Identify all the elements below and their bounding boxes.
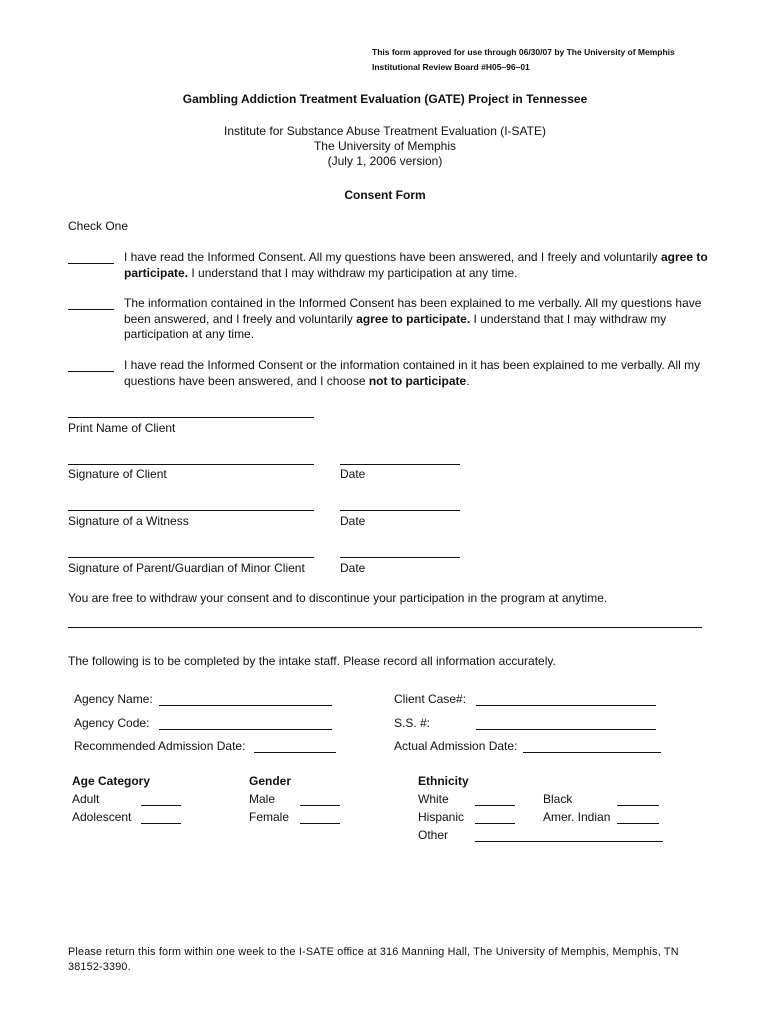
irb-approval-notice [372,45,732,75]
client-date-label: Date [340,467,366,481]
age-adolescent-label: Adolescent [72,810,132,824]
gender-heading: Gender [249,774,292,788]
ethnicity-heading: Ethnicity [418,774,469,788]
ethnicity-white-field[interactable] [475,805,515,806]
document-title: Gambling Addiction Treatment Evaluation (GATE) Project in Tennessee [182,92,588,106]
return-instructions: Please return this form within one week to the I-SATE office at 316 Manning Hall, The University of Memphis, Memphis, TN 38152-3390. [68,946,679,973]
ethnicity-amer-indian-field[interactable] [617,823,659,824]
option-3-text: I have read the Informed Consent or the information contained in it has been explained to me verbally. All my questions have been answered, and I choose not to participate. [124,358,701,388]
ss-label: S.S. #: [394,716,431,730]
gender-female-field[interactable] [300,823,340,824]
withdraw-note: You are free to withdraw your consent and to discontinue your participation in the program at anytime. [68,591,608,605]
approval-line-2: Institutional Review Board #H05–96–01 [372,62,530,72]
print-name-line[interactable] [68,417,314,418]
option-1-text: I have read the Informed Consent. All my questions have been answered, and I freely and voluntarily agree to participate. I understand that I may withdraw my participation at any time. [124,250,708,280]
guardian-date-label: Date [340,561,366,575]
ethnicity-hispanic-field[interactable] [475,823,515,824]
check-one-label: Check One [68,219,129,233]
ss-field[interactable] [476,729,656,730]
option-1-checkbox-line[interactable] [68,263,114,264]
ethnicity-black-field[interactable] [617,805,659,806]
ethnicity-amer-indian-label: Amer. Indian [543,810,611,824]
gender-male-label: Male [249,792,276,806]
form-version: (July 1, 2006 version) [327,154,443,168]
agency-code-field[interactable] [159,729,332,730]
age-adolescent-field[interactable] [141,823,181,824]
recommended-date-label: Recommended Admission Date: [74,739,246,753]
client-signature-line[interactable] [68,464,314,465]
witness-date-line[interactable] [340,510,460,511]
witness-signature-label: Signature of a Witness [68,514,189,528]
agency-name-label: Agency Name: [74,692,153,706]
ethnicity-hispanic-label: Hispanic [418,810,465,824]
agency-name-field[interactable] [159,705,332,706]
section-divider [68,627,702,628]
university-name: The University of Memphis [313,139,457,153]
witness-date-label: Date [340,514,366,528]
age-category-heading: Age Category [72,774,151,788]
actual-date-label: Actual Admission Date: [394,739,518,753]
gender-male-field[interactable] [300,805,340,806]
intake-staff-note: The following is to be completed by the intake staff. Please record all information accurately. [68,654,556,668]
ethnicity-other-label: Other [418,828,449,842]
recommended-date-field[interactable] [254,752,336,753]
guardian-signature-label: Signature of Parent/Guardian of Minor Client [68,561,305,575]
client-case-field[interactable] [476,705,656,706]
print-name-label: Print Name of Client [68,421,176,435]
ethnicity-other-field[interactable] [475,841,663,842]
witness-signature-line[interactable] [68,510,314,511]
client-signature-label: Signature of Client [68,467,167,481]
client-date-line[interactable] [340,464,460,465]
institute-name: Institute for Substance Abuse Treatment Evaluation (I-SATE) [224,124,546,138]
actual-date-field[interactable] [523,752,661,753]
agency-code-label: Agency Code: [74,716,150,730]
option-3-checkbox-line[interactable] [68,371,114,372]
guardian-signature-line[interactable] [68,557,314,558]
option-2-checkbox-line[interactable] [68,309,114,310]
ethnicity-black-label: Black [543,792,573,806]
guardian-date-line[interactable] [340,557,460,558]
option-2-text: The information contained in the Informed Consent has been explained to me verbally. All my questions have been answered, and I freely and voluntarily agree to participate. I understand that I may withdraw my participation at any time. [124,296,702,341]
age-adult-field[interactable] [141,805,181,806]
approval-line-1: This form approved for use through 06/30/07 by The University of Memphis [372,47,675,57]
consent-form-heading: Consent Form [344,188,426,202]
client-case-label: Client Case#: [394,692,467,706]
ethnicity-white-label: White [418,792,449,806]
age-adult-label: Adult [72,792,100,806]
gender-female-label: Female [249,810,290,824]
